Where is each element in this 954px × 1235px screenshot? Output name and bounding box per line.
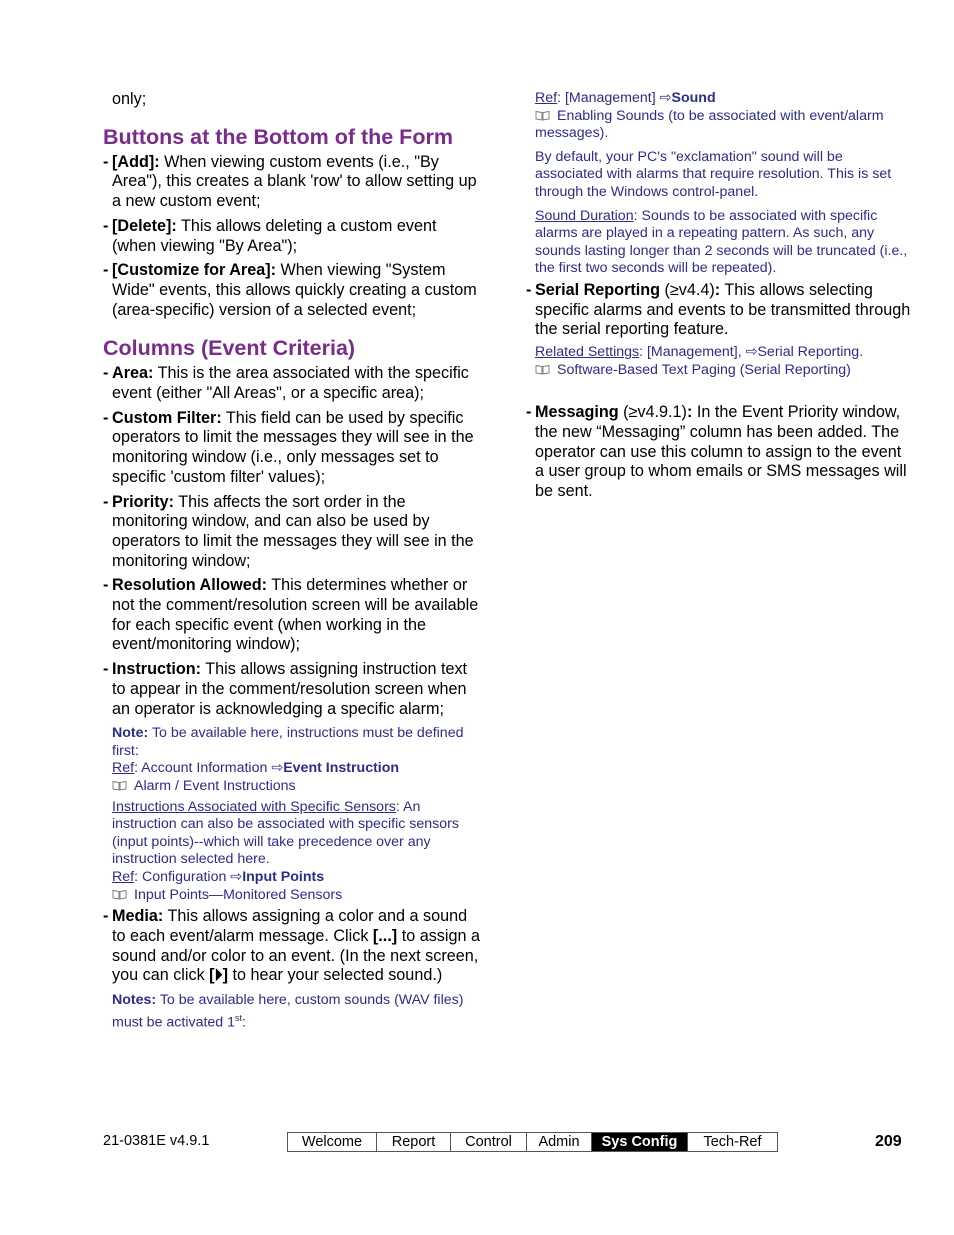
book-text: Input Points—Monitored Sensors xyxy=(134,886,343,903)
item-colon: : xyxy=(686,403,693,422)
item-text: This allows assigning instruction text to appear in the comment/resolution screen when an operator is acknowledging a specific alarm; xyxy=(112,660,468,718)
ref-target: Input Points xyxy=(242,869,325,886)
list-item-resolution xyxy=(103,576,483,655)
open-book-icon xyxy=(535,364,550,375)
item-label: Instruction: xyxy=(112,660,202,679)
ref-sound[interactable] xyxy=(535,90,911,108)
book-text: Software-Based Text Paging (Serial Reporting) xyxy=(557,361,851,378)
note-sensors xyxy=(112,799,483,869)
ref-target: Event Instruction xyxy=(283,760,400,777)
item-label: [Delete]: xyxy=(112,216,177,235)
tab-sys-config[interactable]: Sys Config xyxy=(592,1133,688,1151)
note-superscript: st xyxy=(235,1012,243,1023)
note-end: : xyxy=(242,1014,246,1031)
open-book-icon xyxy=(112,780,127,791)
note-label: Note: xyxy=(112,725,149,742)
instruction-notes xyxy=(103,725,483,904)
ref-input-points[interactable] xyxy=(112,869,483,887)
tab-tech-ref[interactable]: Tech-Ref xyxy=(703,1134,762,1150)
note-related-settings xyxy=(535,344,911,362)
item-label: Serial Reporting xyxy=(535,280,661,299)
bullet-dash: - xyxy=(103,261,109,280)
ref-link[interactable]: Ref xyxy=(112,760,135,777)
play-button-ref: [⏵] xyxy=(209,966,229,985)
list-item-messaging xyxy=(526,403,911,502)
open-book-icon xyxy=(535,110,550,121)
ellipsis-button-ref: [...] xyxy=(372,926,398,945)
item-version: (≥v4.4) xyxy=(660,280,715,299)
item-label: Resolution Allowed: xyxy=(112,576,267,595)
related-text: : [Management], xyxy=(639,344,746,361)
item-text: This field can be used by specific operators to limit the messages they will see in the monitoring window (i.e., only messages set to specific 'custom filter' values); xyxy=(112,408,474,486)
note-sound-duration xyxy=(535,208,911,278)
item-text: This affects the sort order in the monitoring window, and can also be used by operators to limit the messages they will see in the monitoring window; xyxy=(112,492,474,570)
book-ref-alarm-event[interactable] xyxy=(112,778,483,796)
item-text: This allows selecting specific alarms and events to be transmitted through the serial reporting feature. xyxy=(535,280,911,339)
ref-path: : Configuration xyxy=(134,869,231,886)
list-item-area xyxy=(103,364,483,403)
related-link[interactable]: Related Settings xyxy=(535,344,640,361)
left-column xyxy=(103,90,483,1032)
note-sounds xyxy=(103,992,483,1032)
ref-target: Sound xyxy=(671,90,716,106)
footer-nav xyxy=(287,1132,778,1152)
list-item-custom-filter xyxy=(103,409,483,488)
page-number: 209 xyxy=(875,1133,902,1150)
related-target: Serial Reporting. xyxy=(757,344,864,361)
list-item-customize xyxy=(103,261,483,320)
item-label: Area: xyxy=(112,364,154,383)
sound-notes xyxy=(526,90,911,278)
note-default-sound: By default, your PC's "exclamation" sound will be associated with alarms that require resolution. This is set through the Windows control-panel. xyxy=(535,148,892,200)
ref-link[interactable]: Ref xyxy=(112,869,135,886)
bullet-dash: - xyxy=(103,576,109,595)
hollow-right-arrow-icon: ⇨ xyxy=(271,760,284,777)
duration-link[interactable]: Sound Duration xyxy=(535,207,634,224)
ref-path: : [Management] xyxy=(557,90,660,106)
item-text: to hear your selected sound.) xyxy=(228,966,443,985)
tab-admin[interactable]: Admin xyxy=(527,1133,592,1151)
bullet-dash: - xyxy=(103,660,109,679)
heading-buttons: Buttons at the Bottom of the Form xyxy=(103,124,453,149)
item-label: Messaging xyxy=(535,403,619,422)
item-label: [Customize for Area]: xyxy=(112,261,276,280)
hollow-right-arrow-icon: ⇨ xyxy=(230,869,243,886)
book-ref-text-paging[interactable] xyxy=(535,362,911,380)
duration-text: : Sounds to be associated with specific alarms are played in a repeating pattern. As such, any sounds lasting longer than 2 seconds will be truncated (i.e., the first two seconds will be repeated). xyxy=(535,207,908,277)
bullet-dash: - xyxy=(103,408,109,427)
list-item-serial-reporting xyxy=(526,281,911,340)
item-text: When viewing "System Wide" events, this allows quickly creating a custom (area-specific) version of a selected event; xyxy=(112,261,477,319)
item-colon: : xyxy=(714,280,721,299)
note-text: To be available here, instructions must be defined first: xyxy=(112,725,464,759)
ref-event-instruction[interactable] xyxy=(112,760,483,778)
book-ref-input-points[interactable] xyxy=(112,887,483,905)
sensors-link[interactable]: Instructions Associated with Specific Sensors xyxy=(112,798,396,815)
book-text: Enabling Sounds (to be associated with event/alarm messages). xyxy=(535,107,884,142)
book-text: Alarm / Event Instructions xyxy=(134,778,296,795)
tab-control[interactable]: Control xyxy=(451,1133,527,1151)
note-text: To be available here, custom sounds (WAV files) must be activated 1 xyxy=(112,992,464,1031)
hollow-right-arrow-icon: ⇨ xyxy=(659,90,672,106)
item-text: When viewing custom events (i.e., "By Area"), this creates a blank 'row' to allow setting up a new custom event; xyxy=(112,152,477,211)
item-version: (≥v4.9.1) xyxy=(618,403,687,422)
bullet-dash: - xyxy=(526,403,532,422)
list-item-priority xyxy=(103,493,483,572)
ref-path: : Account Information xyxy=(134,760,272,777)
serial-notes xyxy=(526,344,911,379)
item-text: This is the area associated with the specific event (either "All Areas", or a specific area); xyxy=(112,364,469,403)
sensors-text: : An instruction can also be associated with specific sensors (input points)--which will take precedence over any instruction selected here. xyxy=(112,798,459,868)
item-text: This allows deleting a custom event (when viewing "By Area"); xyxy=(112,216,437,255)
bullet-dash: - xyxy=(103,216,109,235)
tab-report[interactable]: Report xyxy=(377,1133,451,1151)
item-text: This allows assigning a color and a sound to each event/alarm message. Click xyxy=(112,907,468,945)
bullet-dash: - xyxy=(526,280,532,299)
list-item-instruction xyxy=(103,660,483,719)
item-label: Media: xyxy=(112,907,164,926)
item-label: Priority: xyxy=(112,492,175,511)
doc-id: 21-0381E v4.9.1 xyxy=(103,1133,210,1149)
item-text: This determines whether or not the comment/resolution screen will be available for each specific event (when working in the event/monitoring window); xyxy=(112,576,479,654)
item-text: In the Event Priority window, the new “Messaging” column has been added. The operator can use this column to assign to the event a user group to whom emails or SMS messages will be sent. xyxy=(535,403,907,501)
ref-link[interactable]: Ref xyxy=(535,90,558,106)
tab-welcome[interactable]: Welcome xyxy=(288,1133,377,1151)
hollow-right-arrow-icon: ⇨ xyxy=(745,344,758,361)
open-book-icon xyxy=(112,889,127,900)
bullet-dash: - xyxy=(103,152,109,171)
note-label: Notes: xyxy=(112,992,157,1009)
right-column xyxy=(526,90,911,502)
intro-text: only; xyxy=(112,90,147,108)
bullet-dash: - xyxy=(103,907,109,926)
heading-columns: Columns (Event Criteria) xyxy=(103,336,356,361)
list-item-media xyxy=(103,907,483,986)
bullet-dash: - xyxy=(103,364,109,383)
item-text: to assign a sound and/or color to an event. (In the next screen, you can click xyxy=(112,926,480,985)
book-ref-enabling-sounds[interactable] xyxy=(535,108,911,143)
bullet-dash: - xyxy=(103,492,109,511)
item-label: [Add]: xyxy=(112,152,160,171)
list-item-delete xyxy=(103,217,483,256)
note-instructions xyxy=(112,725,483,760)
list-item-add xyxy=(103,153,483,212)
item-label: Custom Filter: xyxy=(112,408,222,427)
